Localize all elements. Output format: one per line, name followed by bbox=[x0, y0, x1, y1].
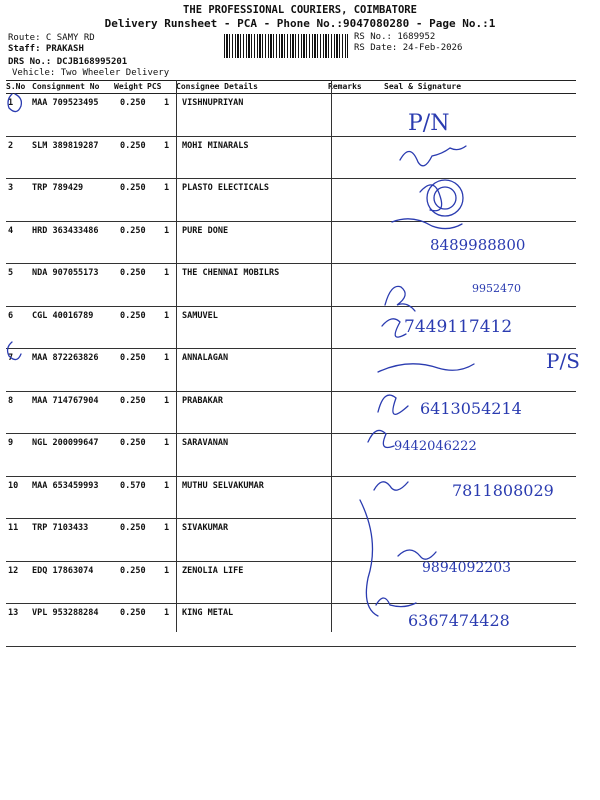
row-consignee: ANNALAGAN bbox=[182, 353, 229, 363]
row-pcs: 1 bbox=[164, 183, 170, 193]
row-consignment-no: SLM 389819287 bbox=[32, 140, 99, 151]
row-sno: 8 bbox=[8, 395, 14, 406]
row-weight: 0.250 bbox=[120, 98, 146, 108]
rs-date: RS Date: 24-Feb-2026 bbox=[354, 43, 463, 53]
table-row bbox=[6, 477, 576, 520]
table-row bbox=[6, 434, 576, 477]
row-weight: 0.250 bbox=[120, 565, 146, 576]
col-remarks: Remarks bbox=[328, 82, 362, 91]
row-consignment-no: NGL 200099647 bbox=[32, 438, 99, 448]
row-consignee: ZENOLIA LIFE bbox=[182, 565, 244, 576]
table-row bbox=[6, 392, 576, 435]
row-sno: 10 bbox=[8, 480, 19, 491]
table-row bbox=[6, 349, 576, 392]
col-seal-signature: Seal & Signature bbox=[384, 82, 462, 91]
route-label: Route: C SAMY RD bbox=[8, 33, 95, 43]
row-consignment-no: TRP 7103433 bbox=[32, 523, 89, 533]
table-row bbox=[6, 307, 576, 350]
row-consignee: THE CHENNAI MOBILRS bbox=[182, 268, 280, 278]
row-consignee: KING METAL bbox=[182, 608, 234, 618]
row-sno: 5 bbox=[8, 268, 14, 278]
table-header bbox=[6, 80, 576, 94]
row-consignment-no: CGL 40016789 bbox=[32, 310, 94, 321]
row-consignment-no: NDA 907055173 bbox=[32, 268, 99, 278]
handwritten-row5: 9952470 bbox=[472, 282, 521, 295]
row-pcs: 1 bbox=[164, 268, 170, 278]
row-sno: 13 bbox=[8, 608, 19, 618]
handwritten-row4: 8489988800 bbox=[430, 236, 526, 254]
row-consignee: MOHI MINARALS bbox=[182, 140, 249, 151]
col-pcs: PCS bbox=[147, 82, 162, 91]
row-consignee: PRABAKAR bbox=[182, 395, 223, 406]
row-pcs: 1 bbox=[164, 608, 170, 618]
row-consignment-no: VPL 953288284 bbox=[32, 608, 99, 618]
column-divider bbox=[176, 80, 177, 632]
row-sno: 7 bbox=[8, 353, 14, 363]
row-weight: 0.250 bbox=[120, 438, 146, 448]
table-row bbox=[6, 137, 576, 180]
row-pcs: 1 bbox=[164, 523, 170, 533]
handwritten-row1: P/N bbox=[408, 111, 450, 136]
row-sno: 1 bbox=[8, 98, 14, 108]
row-consignment-no: MAA 653459993 bbox=[32, 480, 99, 491]
row-consignee: MUTHU SELVAKUMAR bbox=[182, 480, 264, 491]
row-pcs: 1 bbox=[164, 438, 170, 448]
row-sno: 6 bbox=[8, 310, 14, 321]
table-row bbox=[6, 264, 576, 307]
row-consignment-no: MAA 709523495 bbox=[32, 98, 99, 108]
col-weight: Weight bbox=[114, 82, 143, 91]
row-pcs: 1 bbox=[164, 353, 170, 363]
row-consignee: VISHNUPRIYAN bbox=[182, 98, 244, 108]
vehicle-label: Vehicle: Two Wheeler Delivery bbox=[12, 68, 170, 78]
runsheet-subtitle: Delivery Runsheet - PCA - Phone No.:9047080280 - Page No.:1 bbox=[104, 17, 496, 30]
handwritten-row8: 6413054214 bbox=[420, 399, 522, 418]
barcode-image bbox=[224, 34, 348, 58]
handwritten-row13: 6367474428 bbox=[408, 611, 510, 630]
table-row bbox=[6, 179, 576, 222]
row-consignee: SARAVANAN bbox=[182, 438, 229, 448]
row-weight: 0.250 bbox=[120, 395, 146, 406]
row-sno: 3 bbox=[8, 183, 14, 193]
row-consignee: SIVAKUMAR bbox=[182, 523, 229, 533]
table-row bbox=[6, 94, 576, 137]
row-pcs: 1 bbox=[164, 565, 170, 576]
row-sno: 11 bbox=[8, 523, 19, 533]
drs-number: DRS No.: DCJB168995201 bbox=[8, 57, 128, 67]
row-weight: 0.250 bbox=[120, 353, 146, 363]
row-weight: 0.250 bbox=[120, 140, 146, 151]
handwritten-row12: 9894092203 bbox=[422, 560, 512, 576]
col-consignment: Consignment No bbox=[32, 82, 100, 91]
table-body bbox=[6, 94, 576, 647]
row-consignment-no: MAA 872263826 bbox=[32, 353, 99, 363]
row-consignment-no: MAA 714767904 bbox=[32, 395, 99, 406]
rs-number: RS No.: 1689952 bbox=[354, 32, 436, 42]
handwritten-row6: 7449117412 bbox=[404, 317, 513, 337]
row-pcs: 1 bbox=[164, 98, 170, 108]
row-consignee: SAMUVEL bbox=[182, 310, 218, 321]
col-sno: S.No bbox=[6, 82, 26, 91]
row-weight: 0.250 bbox=[120, 183, 146, 193]
row-weight: 0.250 bbox=[120, 225, 146, 236]
row-sno: 4 bbox=[8, 225, 14, 236]
column-divider bbox=[331, 80, 332, 632]
row-consignment-no: TRP 789429 bbox=[32, 183, 84, 193]
runsheet-table bbox=[6, 80, 576, 647]
row-sno: 9 bbox=[8, 438, 14, 448]
row-pcs: 1 bbox=[164, 395, 170, 406]
row-consignment-no: EDQ 17863074 bbox=[32, 565, 94, 576]
table-row bbox=[6, 604, 576, 647]
row-weight: 0.570 bbox=[120, 480, 146, 491]
staff-label: Staff: PRAKASH bbox=[8, 44, 84, 54]
handwritten-row7: P/S bbox=[546, 349, 580, 373]
row-pcs: 1 bbox=[164, 225, 170, 236]
table-row bbox=[6, 562, 576, 605]
row-sno: 12 bbox=[8, 565, 19, 576]
row-weight: 0.250 bbox=[120, 268, 146, 278]
row-sno: 2 bbox=[8, 140, 14, 151]
col-consignee: Consignee Details bbox=[176, 82, 258, 91]
row-pcs: 1 bbox=[164, 480, 170, 491]
handwritten-row9: 9442046222 bbox=[394, 439, 477, 454]
table-row bbox=[6, 519, 576, 562]
row-weight: 0.250 bbox=[120, 523, 146, 533]
row-pcs: 1 bbox=[164, 310, 170, 321]
table-row bbox=[6, 222, 576, 265]
row-weight: 0.250 bbox=[120, 608, 146, 618]
row-consignee: PLASTO ELECTICALS bbox=[182, 183, 269, 193]
company-title: THE PROFESSIONAL COURIERS, COIMBATORE bbox=[183, 4, 417, 16]
row-pcs: 1 bbox=[164, 140, 170, 151]
row-consignment-no: HRD 363433486 bbox=[32, 225, 99, 236]
row-weight: 0.250 bbox=[120, 310, 146, 321]
row-consignee: PURE DONE bbox=[182, 225, 229, 236]
handwritten-row10: 7811808029 bbox=[452, 481, 554, 500]
